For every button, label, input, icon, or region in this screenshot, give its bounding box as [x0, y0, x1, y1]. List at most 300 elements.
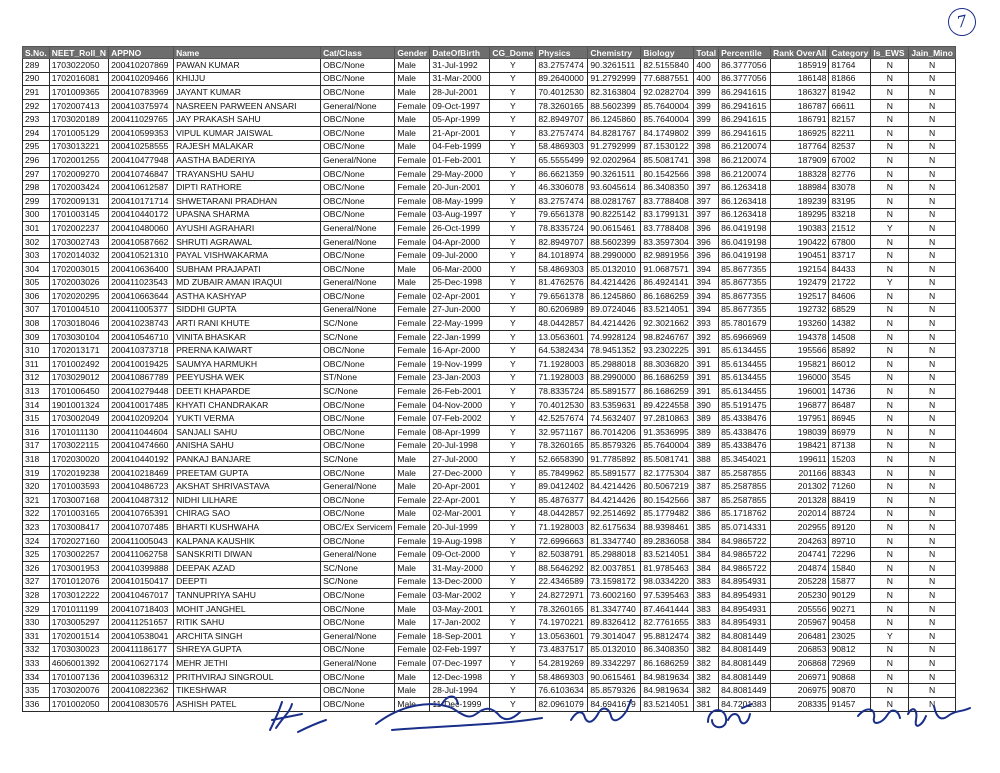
table-cell: 90271 [829, 602, 871, 616]
table-cell: 196000 [771, 371, 829, 385]
table-cell: 381 [694, 697, 719, 711]
table-cell: N [909, 303, 956, 317]
table-cell: N [871, 181, 909, 195]
table-cell: 85.7640004 [641, 113, 694, 127]
table-cell: 26-Feb-2001 [430, 385, 490, 399]
table-cell: N [871, 194, 909, 208]
table-cell: 200410375974 [109, 99, 174, 113]
table-cell: 82.7761655 [641, 616, 694, 630]
table-cell: 206868 [771, 657, 829, 671]
table-cell: 85.8677355 [719, 290, 771, 304]
table-cell: 85.5891577 [588, 466, 641, 480]
table-cell: 52.6658390 [536, 453, 588, 467]
table-cell: 04-Feb-1999 [430, 140, 490, 154]
table-cell: 42.5257674 [536, 412, 588, 426]
table-cell: Female [395, 548, 430, 562]
table-cell: 83.2757474 [536, 59, 588, 73]
table-cell: Y [490, 480, 536, 494]
table-cell: Female [395, 534, 430, 548]
table-cell: N [909, 126, 956, 140]
table-cell: OBC/None [321, 589, 395, 603]
table-cell: 204741 [771, 548, 829, 562]
table-cell: N [909, 684, 956, 698]
table-cell: 89.2640000 [536, 72, 588, 86]
table-cell: 88.2990000 [588, 249, 641, 263]
table-cell: 400 [694, 72, 719, 86]
table-cell: 82776 [829, 167, 871, 181]
table-row [23, 629, 956, 643]
table-cell: Y [490, 140, 536, 154]
table-cell: OBC/None [321, 344, 395, 358]
table-cell: 392 [694, 330, 719, 344]
table-cell: 20-Jun-2001 [430, 181, 490, 195]
table-cell: SC/None [321, 453, 395, 467]
table-cell: ARTI RANI KHUTE [174, 317, 321, 331]
table-cell: 84.9865722 [719, 548, 771, 562]
table-cell: OBC/None [321, 534, 395, 548]
table-cell: AKSHAT SHRIVASTAVA [174, 480, 321, 494]
table-cell: 48.0442857 [536, 507, 588, 521]
table-cell: 1701004510 [49, 303, 108, 317]
table-cell: Y [490, 561, 536, 575]
table-row [23, 426, 956, 440]
table-cell: 387 [694, 480, 719, 494]
table-row [23, 290, 956, 304]
table-cell: 1702020295 [49, 290, 108, 304]
table-cell: 87.1530122 [641, 140, 694, 154]
table-cell: 25-Dec-1998 [430, 276, 490, 290]
table-cell: OBC/None [321, 670, 395, 684]
table-cell: 83.3597304 [641, 235, 694, 249]
table-cell: 200411062758 [109, 548, 174, 562]
table-cell: 85.0132010 [588, 643, 641, 657]
table-row [23, 602, 956, 616]
table-cell: 397 [694, 194, 719, 208]
table-cell: 396 [694, 222, 719, 236]
table-cell: 28-Jul-1994 [430, 684, 490, 698]
table-cell: OBC/None [321, 208, 395, 222]
table-cell: 31-Jul-1992 [430, 59, 490, 73]
table-cell: OBC/Ex Servicem [321, 521, 395, 535]
table-cell: 317 [23, 439, 50, 453]
table-cell: NASREEN PARWEEN ANSARI [174, 99, 321, 113]
table-cell: 336 [23, 697, 50, 711]
table-cell: 85.6134455 [719, 371, 771, 385]
table-cell: 84.8081449 [719, 643, 771, 657]
table-cell: 64.5382434 [536, 344, 588, 358]
column-header: S.No. [23, 47, 50, 59]
column-header: Physics [536, 47, 588, 59]
table-cell: 188984 [771, 181, 829, 195]
table-cell: N [909, 371, 956, 385]
table-cell: 200410150417 [109, 575, 174, 589]
table-cell: Female [395, 629, 430, 643]
table-cell: 02-Apr-2001 [430, 290, 490, 304]
table-cell: 85.8677355 [719, 303, 771, 317]
column-header: Total [694, 47, 719, 59]
table-cell: 1701012076 [49, 575, 108, 589]
table-cell: 71260 [829, 480, 871, 494]
table-cell: N [909, 480, 956, 494]
table-cell: 1703002049 [49, 412, 108, 426]
table-cell: 72969 [829, 657, 871, 671]
table-cell: 398 [694, 154, 719, 168]
table-cell: Y [490, 412, 536, 426]
table-cell: N [871, 167, 909, 181]
table-row [23, 235, 956, 249]
table-cell: 86.2120074 [719, 154, 771, 168]
table-cell: Y [490, 589, 536, 603]
table-cell: 200410783969 [109, 86, 174, 100]
table-row [23, 643, 956, 657]
table-cell: 187909 [771, 154, 829, 168]
table-cell: TANNUPRIYA SAHU [174, 589, 321, 603]
table-cell: 1702013171 [49, 344, 108, 358]
table-cell: 200410599353 [109, 126, 174, 140]
table-cell: 1703030023 [49, 643, 108, 657]
table-cell: MD ZUBAIR AMAN IRAQUI [174, 276, 321, 290]
table-cell: SC/None [321, 330, 395, 344]
table-cell: N [871, 521, 909, 535]
table-cell: 03-May-2001 [430, 602, 490, 616]
table-cell: Male [395, 507, 430, 521]
table-cell: VINITA BHASKAR [174, 330, 321, 344]
table-row [23, 330, 956, 344]
table-cell: OBC/None [321, 398, 395, 412]
table-cell: Female [395, 330, 430, 344]
table-cell: Female [395, 290, 430, 304]
table-cell: 3545 [829, 371, 871, 385]
table-cell: 89710 [829, 534, 871, 548]
table-cell: 85.4338476 [719, 412, 771, 426]
table-cell: 82.6175634 [588, 521, 641, 535]
table-cell: SC/None [321, 317, 395, 331]
table-cell: 299 [23, 194, 50, 208]
table-cell: Female [395, 643, 430, 657]
table-cell: 84.9865722 [719, 561, 771, 575]
table-cell: OBC/None [321, 262, 395, 276]
table-cell: 85.1779482 [641, 507, 694, 521]
table-cell: 206481 [771, 629, 829, 643]
table-cell: 82157 [829, 113, 871, 127]
table-cell: N [871, 126, 909, 140]
table-cell: 388 [694, 453, 719, 467]
table-cell: 84.8954931 [719, 589, 771, 603]
table-cell: 396 [694, 249, 719, 263]
table-row [23, 548, 956, 562]
signature-5 [852, 696, 982, 736]
table-cell: KHIJJU [174, 72, 321, 86]
table-cell: 383 [694, 589, 719, 603]
table-cell: 186148 [771, 72, 829, 86]
table-cell: Female [395, 235, 430, 249]
table-cell: 82.8949707 [536, 235, 588, 249]
table-cell: 382 [694, 643, 719, 657]
table-cell: 1702001514 [49, 629, 108, 643]
table-cell: 1901001324 [49, 398, 108, 412]
table-cell: 394 [694, 276, 719, 290]
table-cell: 86.2120074 [719, 140, 771, 154]
table-cell: Female [395, 439, 430, 453]
table-cell: Female [395, 521, 430, 535]
table-cell: 84.8081449 [719, 684, 771, 698]
table-cell: Y [490, 235, 536, 249]
table-cell: Male [395, 126, 430, 140]
table-row [23, 439, 956, 453]
table-cell: 81.3347740 [588, 534, 641, 548]
table-cell: 22-Apr-2001 [430, 494, 490, 508]
table-row [23, 140, 956, 154]
table-cell: 85.0714331 [719, 521, 771, 535]
table-cell: 200410663644 [109, 290, 174, 304]
table-row [23, 194, 956, 208]
table-cell: 91.0687571 [641, 262, 694, 276]
table-cell: N [909, 561, 956, 575]
table-cell: 328 [23, 589, 50, 603]
table-cell: 186925 [771, 126, 829, 140]
table-cell: 1702007413 [49, 99, 108, 113]
table-cell: 86.3777056 [719, 59, 771, 73]
table-cell: SC/None [321, 385, 395, 399]
table-cell: 387 [694, 494, 719, 508]
table-cell: Y [871, 222, 909, 236]
table-cell: 208335 [771, 697, 829, 711]
table-cell: 85.1718762 [719, 507, 771, 521]
page-number-mark [945, 5, 978, 38]
table-cell: 205967 [771, 616, 829, 630]
column-header: APPNO [109, 47, 174, 59]
table-cell: 319 [23, 466, 50, 480]
table-cell: N [871, 303, 909, 317]
table-cell: 79.6561378 [536, 290, 588, 304]
table-cell: 196877 [771, 398, 829, 412]
table-cell: 90868 [829, 670, 871, 684]
table-cell: N [871, 589, 909, 603]
table-cell: Male [395, 59, 430, 73]
table-cell: 82.5038791 [536, 548, 588, 562]
table-cell: 17-Jan-2002 [430, 616, 490, 630]
table-cell: N [909, 548, 956, 562]
table-cell: 389 [694, 426, 719, 440]
table-row [23, 575, 956, 589]
table-cell: 15203 [829, 453, 871, 467]
table-cell: Y [490, 72, 536, 86]
table-cell: N [871, 657, 909, 671]
table-cell: 200410238743 [109, 317, 174, 331]
table-row [23, 657, 956, 671]
table-cell: 301 [23, 222, 50, 236]
table-cell: AASTHA BADERIYA [174, 154, 321, 168]
table-cell: 27-Dec-2000 [430, 466, 490, 480]
table-cell: 89.4224558 [641, 398, 694, 412]
table-cell: N [871, 575, 909, 589]
table-cell: 86.7014206 [588, 426, 641, 440]
table-cell: Male [395, 262, 430, 276]
table-cell: 327 [23, 575, 50, 589]
table-cell: 200411029765 [109, 113, 174, 127]
table-cell: 1701011199 [49, 602, 108, 616]
table-row [23, 534, 956, 548]
table-cell: 98.8246767 [641, 330, 694, 344]
signature-2 [372, 690, 572, 740]
table-cell: 200411005043 [109, 534, 174, 548]
table-cell: 192154 [771, 262, 829, 276]
table-cell: Y [871, 629, 909, 643]
table-cell: 383 [694, 602, 719, 616]
table-cell: 68529 [829, 303, 871, 317]
table-cell: 306 [23, 290, 50, 304]
table-cell: 198039 [771, 426, 829, 440]
table-cell: 83.7788408 [641, 222, 694, 236]
table-cell: Y [490, 548, 536, 562]
table-cell: 02-Mar-2001 [430, 507, 490, 521]
table-cell: Female [395, 412, 430, 426]
table-cell: 382 [694, 657, 719, 671]
table-cell: 310 [23, 344, 50, 358]
table-cell: 98.0334220 [641, 575, 694, 589]
table-cell: 07-Feb-2002 [430, 412, 490, 426]
table-cell: 21-Apr-2001 [430, 126, 490, 140]
table-cell: 190422 [771, 235, 829, 249]
table-cell: Y [490, 330, 536, 344]
table-cell: 81866 [829, 72, 871, 86]
table-cell: 1703020189 [49, 113, 108, 127]
table-cell: 84.7201383 [719, 697, 771, 711]
table-cell: 89.3342297 [588, 657, 641, 671]
table-cell: 192517 [771, 290, 829, 304]
table-cell: 77.6887551 [641, 72, 694, 86]
table-cell: 66611 [829, 99, 871, 113]
table-cell: 84.4214426 [588, 317, 641, 331]
table-cell: 200410487312 [109, 494, 174, 508]
table-cell: 88.9398461 [641, 521, 694, 535]
table-cell: N [909, 140, 956, 154]
table-cell: 206971 [771, 670, 829, 684]
table-cell: 302 [23, 235, 50, 249]
table-cell: PEEYUSHA WEK [174, 371, 321, 385]
table-cell: N [871, 466, 909, 480]
table-cell: 1701003593 [49, 480, 108, 494]
table-cell: YUKTI VERMA [174, 412, 321, 426]
table-cell: 383 [694, 575, 719, 589]
table-row [23, 303, 956, 317]
table-cell: 312 [23, 371, 50, 385]
table-row [23, 113, 956, 127]
table-cell: 84.8954931 [719, 575, 771, 589]
table-cell: 84.8954931 [719, 616, 771, 630]
table-cell: MOHIT JANGHEL [174, 602, 321, 616]
table-cell: 1701005129 [49, 126, 108, 140]
table-cell: 09-Oct-1997 [430, 99, 490, 113]
table-cell: 398 [694, 140, 719, 154]
table-cell: N [909, 521, 956, 535]
table-cell: N [909, 616, 956, 630]
signature-1 [262, 698, 342, 738]
table-cell: Female [395, 194, 430, 208]
table-cell: 09-Oct-2000 [430, 548, 490, 562]
table-cell: Male [395, 670, 430, 684]
table-cell: DEEPAK AZAD [174, 561, 321, 575]
table-cell: 84.4214426 [588, 276, 641, 290]
table-row [23, 249, 956, 263]
column-header: Biology [641, 47, 694, 59]
table-cell: 73.4837517 [536, 643, 588, 657]
table-cell: 391 [694, 358, 719, 372]
table-cell: 89.2836058 [641, 534, 694, 548]
table-cell: 91.7785892 [588, 453, 641, 467]
table-cell: 294 [23, 126, 50, 140]
table-cell: Y [490, 385, 536, 399]
table-cell: 85.4338476 [719, 439, 771, 453]
table-cell: 200410636400 [109, 262, 174, 276]
table-cell: 205556 [771, 602, 829, 616]
table-cell: N [871, 453, 909, 467]
table-cell: Y [490, 439, 536, 453]
table-cell: 303 [23, 249, 50, 263]
table-cell: Male [395, 453, 430, 467]
table-cell: 201302 [771, 480, 829, 494]
table-cell: DIPTI RATHORE [174, 181, 321, 195]
table-cell: N [909, 657, 956, 671]
table-cell: N [909, 629, 956, 643]
table-cell: Male [395, 480, 430, 494]
table-row [23, 344, 956, 358]
table-cell: 86.6621359 [536, 167, 588, 181]
table-cell: 200410521310 [109, 249, 174, 263]
table-cell: 86.0419198 [719, 235, 771, 249]
table-cell: OBC/None [321, 697, 395, 711]
table-cell: 24.8272971 [536, 589, 588, 603]
table-cell: 79.3014047 [588, 629, 641, 643]
table-cell: 200410440172 [109, 208, 174, 222]
table-cell: 200410440192 [109, 453, 174, 467]
table-cell: 89.0724046 [588, 303, 641, 317]
table-cell: 1701009365 [49, 86, 108, 100]
table-cell: 189239 [771, 194, 829, 208]
table-cell: OBC/None [321, 181, 395, 195]
table-cell: 84.8281767 [588, 126, 641, 140]
table-cell: 1702019238 [49, 466, 108, 480]
table-cell: 399 [694, 113, 719, 127]
table-cell: 313 [23, 385, 50, 399]
table-cell: 1701003165 [49, 507, 108, 521]
table-cell: 15877 [829, 575, 871, 589]
table-cell: N [909, 208, 956, 222]
table-cell: 83.5359631 [588, 398, 641, 412]
table-cell: 85.6134455 [719, 358, 771, 372]
table-cell: N [871, 86, 909, 100]
table-cell: UPASNA SHARMA [174, 208, 321, 222]
table-cell: 311 [23, 358, 50, 372]
table-cell: RAJESH MALAKAR [174, 140, 321, 154]
table-cell: 86945 [829, 412, 871, 426]
table-cell: 187764 [771, 140, 829, 154]
table-row [23, 466, 956, 480]
table-cell: 85.7640004 [641, 99, 694, 113]
table-cell: 200410218469 [109, 466, 174, 480]
table-cell: 85.7640004 [641, 439, 694, 453]
table-cell: 15840 [829, 561, 871, 575]
table-cell: N [909, 697, 956, 711]
table-cell: 22.4346589 [536, 575, 588, 589]
table-cell: OBC/None [321, 602, 395, 616]
table-cell: OBC/None [321, 439, 395, 453]
table-cell: 195821 [771, 358, 829, 372]
table-cell: N [909, 643, 956, 657]
table-cell: 394 [694, 262, 719, 276]
table-cell: 199611 [771, 453, 829, 467]
table-cell: SHRUTI AGRAWAL [174, 235, 321, 249]
